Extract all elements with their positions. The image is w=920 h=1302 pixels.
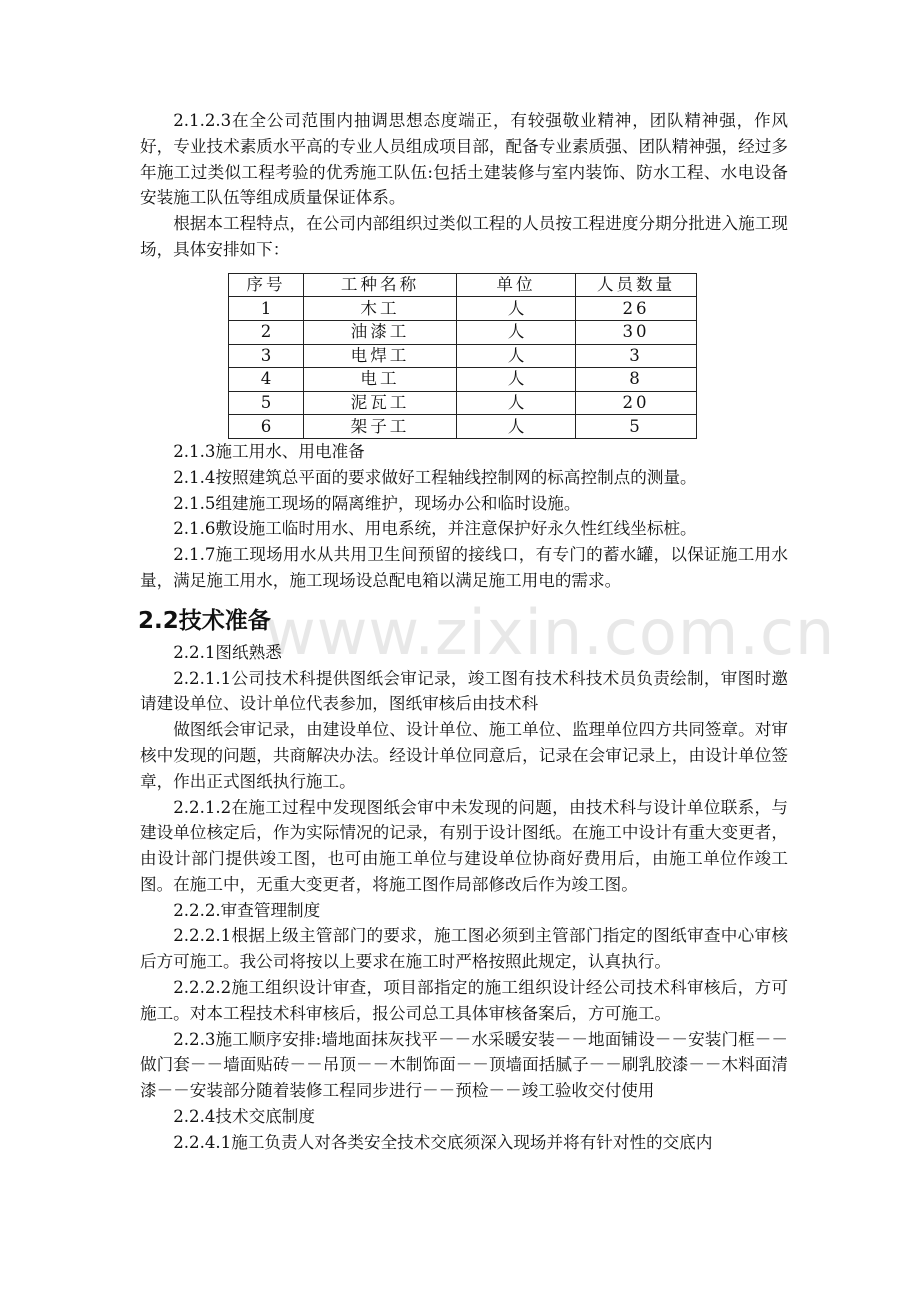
staff-table — [228, 273, 697, 439]
cell-count: 5 — [576, 415, 697, 439]
document-page — [140, 108, 788, 1156]
paragraph-2-2-2: 2.2.2.审查管理制度 — [173, 900, 321, 920]
paragraph-2-1-6: 2.1.6敷设施工临时用水、用电系统，并注意保护好永久性红线坐标桩。 — [173, 519, 697, 539]
paragraph-2-1-7: 2.1.7施工现场用水从共用卫生间预留的接线口，有专门的蓄水罐，以保证施工用水量，满足施工用水，施工现场设总配电箱以满足施工用电的需求。 — [140, 545, 788, 590]
cell-index: 6 — [229, 415, 304, 439]
table-header-row — [229, 273, 697, 297]
paragraph-2-1-4: 2.1.4按照建筑总平面的要求做好工程轴线控制网的标高控制点的测量。 — [173, 467, 697, 487]
table-row — [229, 415, 697, 439]
table-row — [229, 391, 697, 415]
cell-index: 1 — [229, 297, 304, 321]
cell-unit: 人 — [457, 344, 576, 368]
cell-count: 8 — [576, 368, 697, 392]
paragraph-2-2-2-2: 2.2.2.2施工组织设计审查，项目部指定的施工组织设计经公司技术科审核后，方可施工。对本工程技术科审核后，报公司总工具体审核备案后，方可施工。 — [140, 978, 788, 1023]
table-row — [229, 297, 697, 321]
cell-trade: 木工 — [304, 297, 457, 321]
paragraph-2-1-2-3: 2.1.2.3在全公司范围内抽调思想态度端正，有较强敬业精神，团队精神强，作风好，专业技术素质水平高的专业人员组成项目部，配备专业素质强、团队精神强，经过多年施工过类似工程考验的优秀施工队伍:包括土建装修与室内装饰、防水工程、水电设备安装施工队伍等组成质量保证体系。 — [140, 111, 788, 208]
cell-unit: 人 — [457, 415, 576, 439]
cell-unit: 人 — [457, 391, 576, 415]
paragraph-2-1-5: 2.1.5组建施工现场的隔离维护，现场办公和临时设施。 — [173, 493, 581, 513]
header-unit: 单位 — [457, 273, 576, 297]
section-heading-2-2: 2.2技术准备 — [138, 607, 271, 634]
paragraph-2-2-1-1: 2.2.1.1公司技术科提供图纸会审记录，竣工图有技术科技术员负责绘制，审图时邀请建设单位、设计单位代表参加，图纸审核后由技术科 — [140, 668, 788, 714]
table-row — [229, 368, 697, 392]
paragraph-review-record: 做图纸会审记录，由建设单位、设计单位、施工单位、监理单位四方共同签章。对审核中发现的问题，共商解决办法。经设计单位同意后，记录在会审记录上，由设计单位签章，作出正式图纸执行施工。 — [140, 720, 788, 791]
cell-trade: 架子工 — [304, 415, 457, 439]
paragraph-2-2-1: 2.2.1图纸熟悉 — [173, 642, 282, 662]
paragraph-arrangement-intro: 根据本工程特点，在公司内部组织过类似工程的人员按工程进度分期分批进入施工现场，具体安排如下： — [140, 214, 788, 259]
header-index: 序号 — [229, 273, 304, 297]
cell-count: 3 — [576, 344, 697, 368]
cell-index: 5 — [229, 391, 304, 415]
cell-trade: 泥瓦工 — [304, 391, 457, 415]
cell-count: 30 — [576, 320, 697, 344]
paragraph-2-2-3: 2.2.3施工顺序安排:墙地面抹灰找平－－水采暖安装－－地面铺设－－安装门框－－做门套－－墙面贴砖－－吊顶－－木制饰面－－顶墙面括腻子－－刷乳胶漆－－木料面清漆－－安装部分随着装修工程同步进行－－预检－－竣工验收交付使用 — [140, 1029, 788, 1101]
paragraph-2-2-2-1: 2.2.2.1根据上级主管部门的要求，施工图必须到主管部门指定的图纸审查中心审核后方可施工。我公司将按以上要求在施工时严格按照此规定，认真执行。 — [140, 926, 788, 972]
paragraph-2-2-4: 2.2.4技术交底制度 — [173, 1107, 315, 1127]
cell-index: 2 — [229, 320, 304, 344]
cell-unit: 人 — [457, 368, 576, 392]
cell-trade: 电工 — [304, 368, 457, 392]
watermark: www.zixin.com.cn — [265, 596, 836, 669]
cell-count: 20 — [576, 391, 697, 415]
table-row — [229, 344, 697, 368]
cell-index: 3 — [229, 344, 304, 368]
cell-index: 4 — [229, 368, 304, 392]
cell-unit: 人 — [457, 297, 576, 321]
cell-unit: 人 — [457, 320, 576, 344]
paragraph-2-2-1-2: 2.2.1.2在施工过程中发现图纸会审中未发现的问题，由技术科与设计单位联系，与建设单位核定后，作为实际情况的记录，有别于设计图纸。在施工中设计有重大变更者，由设计部门提供竣工图，也可由施工单位与建设单位协商好费用后，由施工单位作竣工图。在施工中，无重大变更者，将施工图作局部修改后作为竣工图。 — [140, 797, 788, 894]
paragraph-2-1-3: 2.1.3施工用水、用电准备 — [173, 441, 365, 461]
paragraph-2-2-4-1: 2.2.4.1施工负责人对各类安全技术交底须深入现场并将有针对性的交底内 — [173, 1132, 713, 1152]
header-headcount: 人员数量 — [576, 273, 697, 297]
header-trade-name: 工种名称 — [304, 273, 457, 297]
cell-trade: 油漆工 — [304, 320, 457, 344]
cell-count: 26 — [576, 297, 697, 321]
cell-trade: 电焊工 — [304, 344, 457, 368]
table-row — [229, 320, 697, 344]
